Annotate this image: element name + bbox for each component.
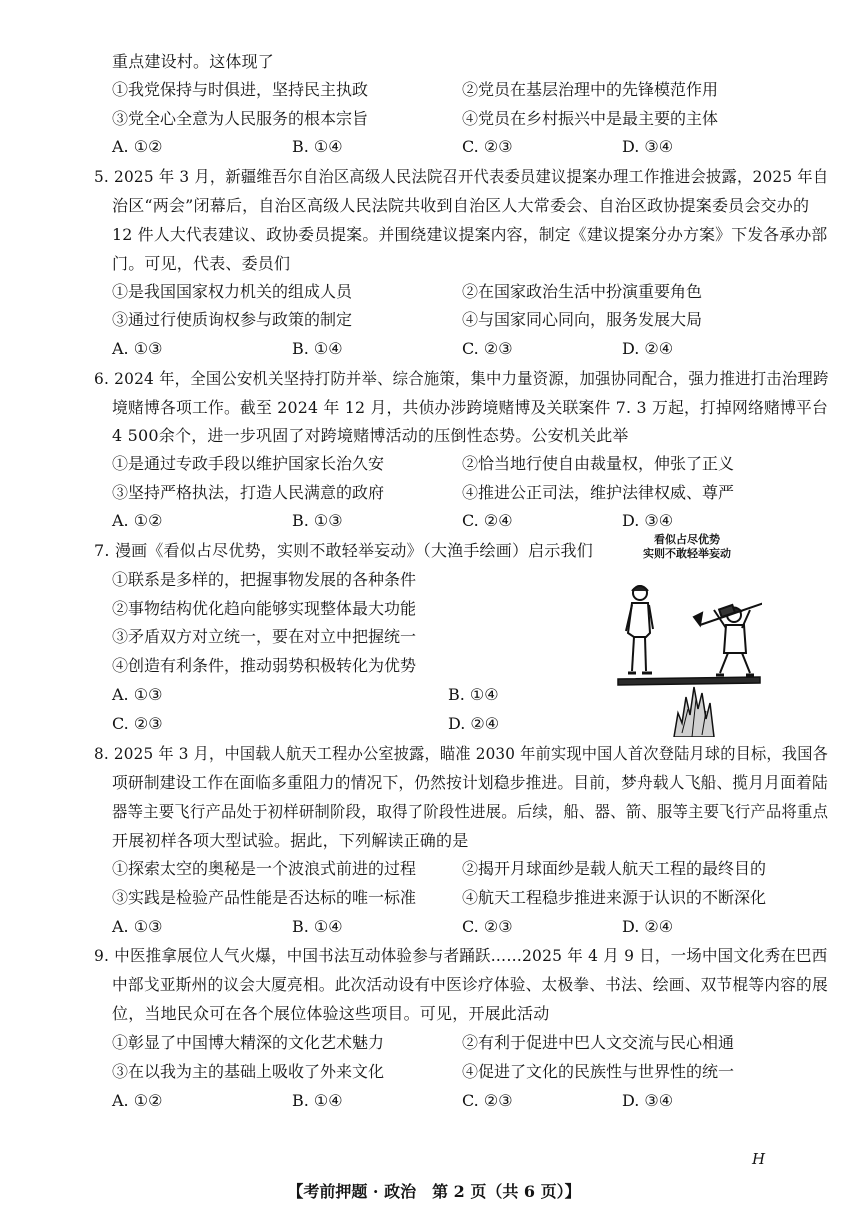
question-6-line: 4 500余个，进一步巩固了对跨境赌博活动的压倒性态势。公安机关此举 xyxy=(112,426,629,445)
option-2: ②恰当地行使自由裁量权，伸张了正义 xyxy=(462,454,735,473)
option-1: ①联系是多样的，把握事物发展的各种条件 xyxy=(112,570,417,589)
option-1: ①彰显了中国博大精深的文化艺术魅力 xyxy=(112,1033,385,1052)
choice-c: C. ②③ xyxy=(462,1091,513,1110)
question-stem-line: 重点建设村。这体现了 xyxy=(112,52,275,71)
choice-c: C. ②③ xyxy=(112,714,163,733)
option-4: ④与国家同心同向，服务发展大局 xyxy=(462,310,703,329)
option-3: ③党全心全意为人民服务的根本宗旨 xyxy=(112,109,369,128)
option-4: ④党员在乡村振兴中是最主要的主体 xyxy=(462,109,719,128)
choice-d: D. ②④ xyxy=(448,714,500,733)
option-2: ②在国家政治生活中扮演重要角色 xyxy=(462,282,703,301)
choice-d: D. ③④ xyxy=(622,511,674,530)
question-5-line: 5. 2025 年 3 月，新疆维吾尔自治区高级人民法院召开代表委员建议提案办理工作推进会披露，2025 年自 xyxy=(94,167,829,186)
corner-mark: H xyxy=(752,1150,766,1168)
option-4: ④创造有利条件，推动弱势积极转化为优势 xyxy=(112,656,417,675)
question-8-line: 项研制建设工作在面临多重阻力的情况下，仍然按计划稳步推进。目前，梦舟载人飞船、揽月月面着陆 xyxy=(112,773,828,792)
option-2: ②党员在基层治理中的先锋模范作用 xyxy=(462,80,719,99)
choice-d: D. ②④ xyxy=(622,339,674,358)
question-9-line: 中部戈亚斯州的议会大厦亮相。此次活动设有中医诊疗体验、太极拳、书法、绘画、双节棍等内容的展 xyxy=(112,975,828,994)
question-9-line: 9. 中医推拿展位人气火爆，中国书法互动体验参与者踊跃……2025 年 4 月 9 日，一场中国文化秀在巴西 xyxy=(94,946,828,965)
question-8-line: 8. 2025 年 3 月，中国载人航天工程办公室披露，瞄准 2030 年前实现中国人首次登陆月球的目标，我国各 xyxy=(94,744,828,763)
choice-a: A. ①② xyxy=(112,511,163,530)
choice-b: B. ①④ xyxy=(292,1091,343,1110)
cartoon-drawing xyxy=(612,533,762,737)
choice-a: A. ①③ xyxy=(112,917,163,936)
choice-b: B. ①④ xyxy=(292,137,343,156)
option-1: ①探索太空的奥秘是一个波浪式前进的过程 xyxy=(112,859,417,878)
option-3: ③实践是检验产品性能是否达标的唯一标准 xyxy=(112,888,417,907)
question-5-line: 门。可见，代表、委员们 xyxy=(112,254,291,273)
choice-b: B. ①③ xyxy=(292,511,343,530)
question-9-line: 位，当地民众可在各个展位体验这些项目。可见，开展此活动 xyxy=(112,1004,550,1023)
choice-a: A. ①③ xyxy=(112,685,163,704)
choice-a: A. ①② xyxy=(112,137,163,156)
question-6-line: 6. 2024 年，全国公安机关坚持打防并举、综合施策，集中力量资源，加强协同配合，强力推进打击治理跨 xyxy=(94,369,829,388)
choice-c: C. ②③ xyxy=(462,137,513,156)
cartoon-title-line-2: 实则不敢轻举妄动 xyxy=(643,547,731,560)
page-footer: 【考前押题 · 政治 第 2 页（共 6 页）】 xyxy=(287,1182,581,1201)
option-4: ④促进了文化的民族性与世界性的统一 xyxy=(462,1062,735,1081)
choice-b: B. ①④ xyxy=(448,685,499,704)
choice-c: C. ②④ xyxy=(462,511,513,530)
choice-c: C. ②③ xyxy=(462,917,513,936)
cartoon-title-line-1: 看似占尽优势 xyxy=(654,533,720,546)
choice-b: B. ①④ xyxy=(292,339,343,358)
question-5-line: 12 件人大代表建议、政协委员提案。并围绕建议提案内容，制定《建议提案分办方案》下发各承办部 xyxy=(112,225,828,244)
question-8-line: 开展初样各项大型试验。据此，下列解读正确的是 xyxy=(112,831,469,850)
choice-b: B. ①④ xyxy=(292,917,343,936)
option-1: ①是我国国家权力机关的组成人员 xyxy=(112,282,353,301)
option-3: ③矛盾双方对立统一，要在对立中把握统一 xyxy=(112,627,417,646)
option-3: ③通过行使质询权参与政策的制定 xyxy=(112,310,353,329)
choice-a: A. ①③ xyxy=(112,339,163,358)
option-3: ③坚持严格执法，打造人民满意的政府 xyxy=(112,483,385,502)
option-2: ②有利于促进中巴人文交流与民心相通 xyxy=(462,1033,735,1052)
question-5-line: 治区“两会”闭幕后，自治区高级人民法院共收到自治区人大常委会、自治区政协提案委员会交办的 xyxy=(112,196,810,215)
question-6-line: 境赌博各项工作。截至 2024 年 12 月，共侦办涉跨境赌博及关联案件 7. 3 万起，打掉网络赌博平台 xyxy=(112,398,829,417)
choice-a: A. ①② xyxy=(112,1091,163,1110)
option-2: ②揭开月球面纱是载人航天工程的最终目的 xyxy=(462,859,767,878)
question-8-line: 器等主要飞行产品处于初样研制阶段，取得了阶段性进展。后续，船、器、箭、服等主要飞行产品将重点 xyxy=(112,802,829,821)
option-4: ④推进公正司法，维护法律权威、尊严 xyxy=(462,483,735,502)
option-3: ③在以我为主的基础上吸收了外来文化 xyxy=(112,1062,385,1081)
option-1: ①是通过专政手段以维护国家长治久安 xyxy=(112,454,385,473)
choice-d: D. ③④ xyxy=(622,137,674,156)
choice-c: C. ②③ xyxy=(462,339,513,358)
option-4: ④航天工程稳步推进来源于认识的不断深化 xyxy=(462,888,767,907)
option-1: ①我党保持与时俱进，坚持民主执政 xyxy=(112,80,369,99)
cartoon-illustration xyxy=(612,533,762,737)
choice-d: D. ②④ xyxy=(622,917,674,936)
question-7-line: 7. 漫画《看似占尽优势，实则不敢轻举妄动》（大渔手绘画）启示我们 xyxy=(94,541,593,560)
choice-d: D. ③④ xyxy=(622,1091,674,1110)
option-2: ②事物结构优化趋向能够实现整体最大功能 xyxy=(112,599,417,618)
